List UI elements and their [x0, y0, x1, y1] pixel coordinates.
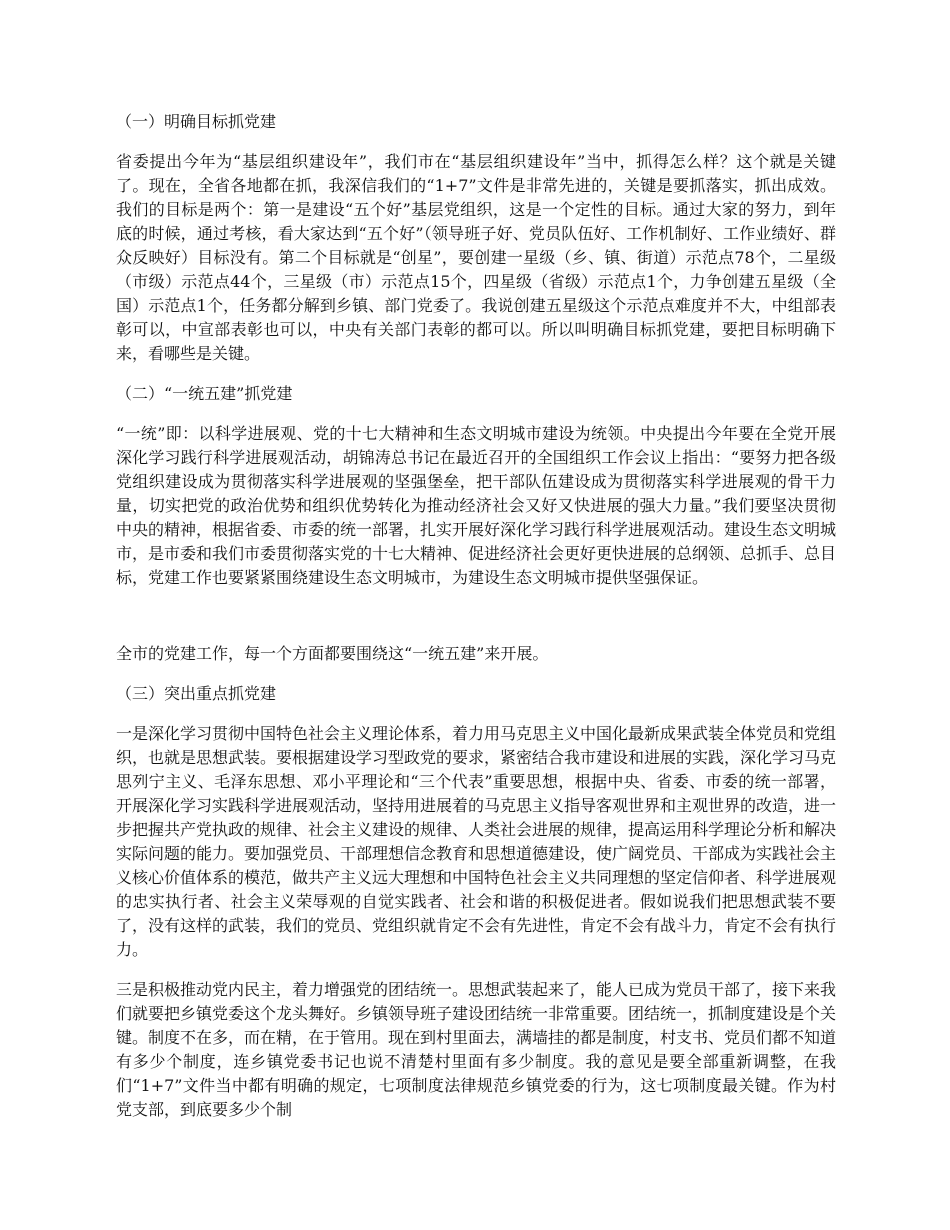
paragraph: 省委提出今年为“基层组织建设年”，我们市在“基层组织建设年”当中，抓得怎么样？这个就是关键了。现在，全省各地都在抓，我深信我们的“1+7”文件是非常先进的，关键是要抓落实，抓出成效。我们的目标是两个：第一是建设“五个好”基层党组织，这是一个定性的目标。通过大家的努力，到年底的时候，通过考核，看大家达到“五个好”（领导班子好、党员队伍好、工作机制好、工作业绩好、群众反映好）目标没有。第二个目标就是“创星”，要创建一星级（乡、镇、街道）示范点78个，二星级（市级）示范点44个，三星级（市）示范点15个，四星级（省级）示范点1个，力争创建五星级（全国）示范点1个，任务都分解到乡镇、部门党委了。我说创建五星级这个示范点难度并不大，中组部表彰可以，中宣部表彰也可以，中央有关部门表彰的都可以。所以叫明确目标抓党建，要把目标明确下来，看哪些是关键。: [116, 152, 836, 363]
paragraph: “一统”即：以科学进展观、党的十七大精神和生态文明城市建设为统领。中央提出今年要在全党开展深化学习践行科学进展观活动，胡锦涛总书记在最近召开的全国组织工作会议上指出：“要努力把各级党组织建设成为贯彻落实科学进展观的坚强堡垒，把干部队伍建设成为贯彻落实科学进展观的骨干力量，切实把党的政治优势和组织优势转化为推动经济社会又好又快进展的强大力量。”我们要坚决贯彻中央的精神，根据省委、市委的统一部署，扎实开展好深化学习践行科学进展观活动。建设生态文明城市，是市委和我们市委贯彻落实党的十七大精神、促进经济社会更好更快进展的总纲领、总抓手、总目标，党建工作也要紧紧围绕建设生态文明城市，为建设生态文明城市提供坚强保证。: [116, 424, 837, 587]
document-body: [116, 108, 836, 1122]
section-heading: （三）突出重点抓党建: [116, 684, 277, 703]
section-heading: （二）“一统五建”抓党建: [116, 384, 293, 403]
section-heading: （一）明确目标抓党建: [116, 112, 277, 131]
paragraph: 三是积极推动党内民主，着力增强党的团结统一。思想武装起来了，能人已成为党员干部了，接下来我们就要把乡镇党委这个龙头舞好。乡镇领导班子建设团结统一非常重要。团结统一，抓制度建设是个关键。制度不在多，而在精，在于管用。现在到村里面去，满墙挂的都是制度，村支书、党员们都不知道有多少个制度，连乡镇党委书记也说不清楚村里面有多少制度。我的意见是要全部重新调整，在我们“1+7”文件当中都有明确的规定，七项制度法律规范乡镇党委的行为，这七项制度最关键。作为村党支部，到底要多少个制: [116, 980, 837, 1119]
paragraph: 一是深化学习贯彻中国特色社会主义理论体系，着力用马克思主义中国化最新成果武装全体党员和党组织，也就是思想武装。要根据建设学习型政党的要求，紧密结合我市建设和进展的实践，深化学习马克思列宁主义、毛泽东思想、邓小平理论和“三个代表”重要思想，根据中央、省委、市委的统一部署，开展深化学习实践科学进展观活动，坚持用进展着的马克思主义指导客观世界和主观世界的改造，进一步把握共产党执政的规律、社会主义建设的规律、人类社会进展的规律，提高运用科学理论分析和解决实际问题的能力。要加强党员、干部理想信念教育和思想道德建设，使广阔党员、干部成为实践社会主义核心价值体系的模范，做共产主义远大理想和中国特色社会主义共同理想的坚定信仰者、科学进展观的忠实执行者、社会主义荣辱观的自觉实践者、社会和谐的积极促进者。假如说我们把思想武装不要了，没有这样的武装，我们的党员、党组织就肯定不会有先进性，肯定不会有战斗力，肯定不会有执行力。: [116, 724, 837, 959]
paragraph: 全市的党建工作，每一个方面都要围绕这“一统五建”来开展。: [116, 644, 549, 663]
